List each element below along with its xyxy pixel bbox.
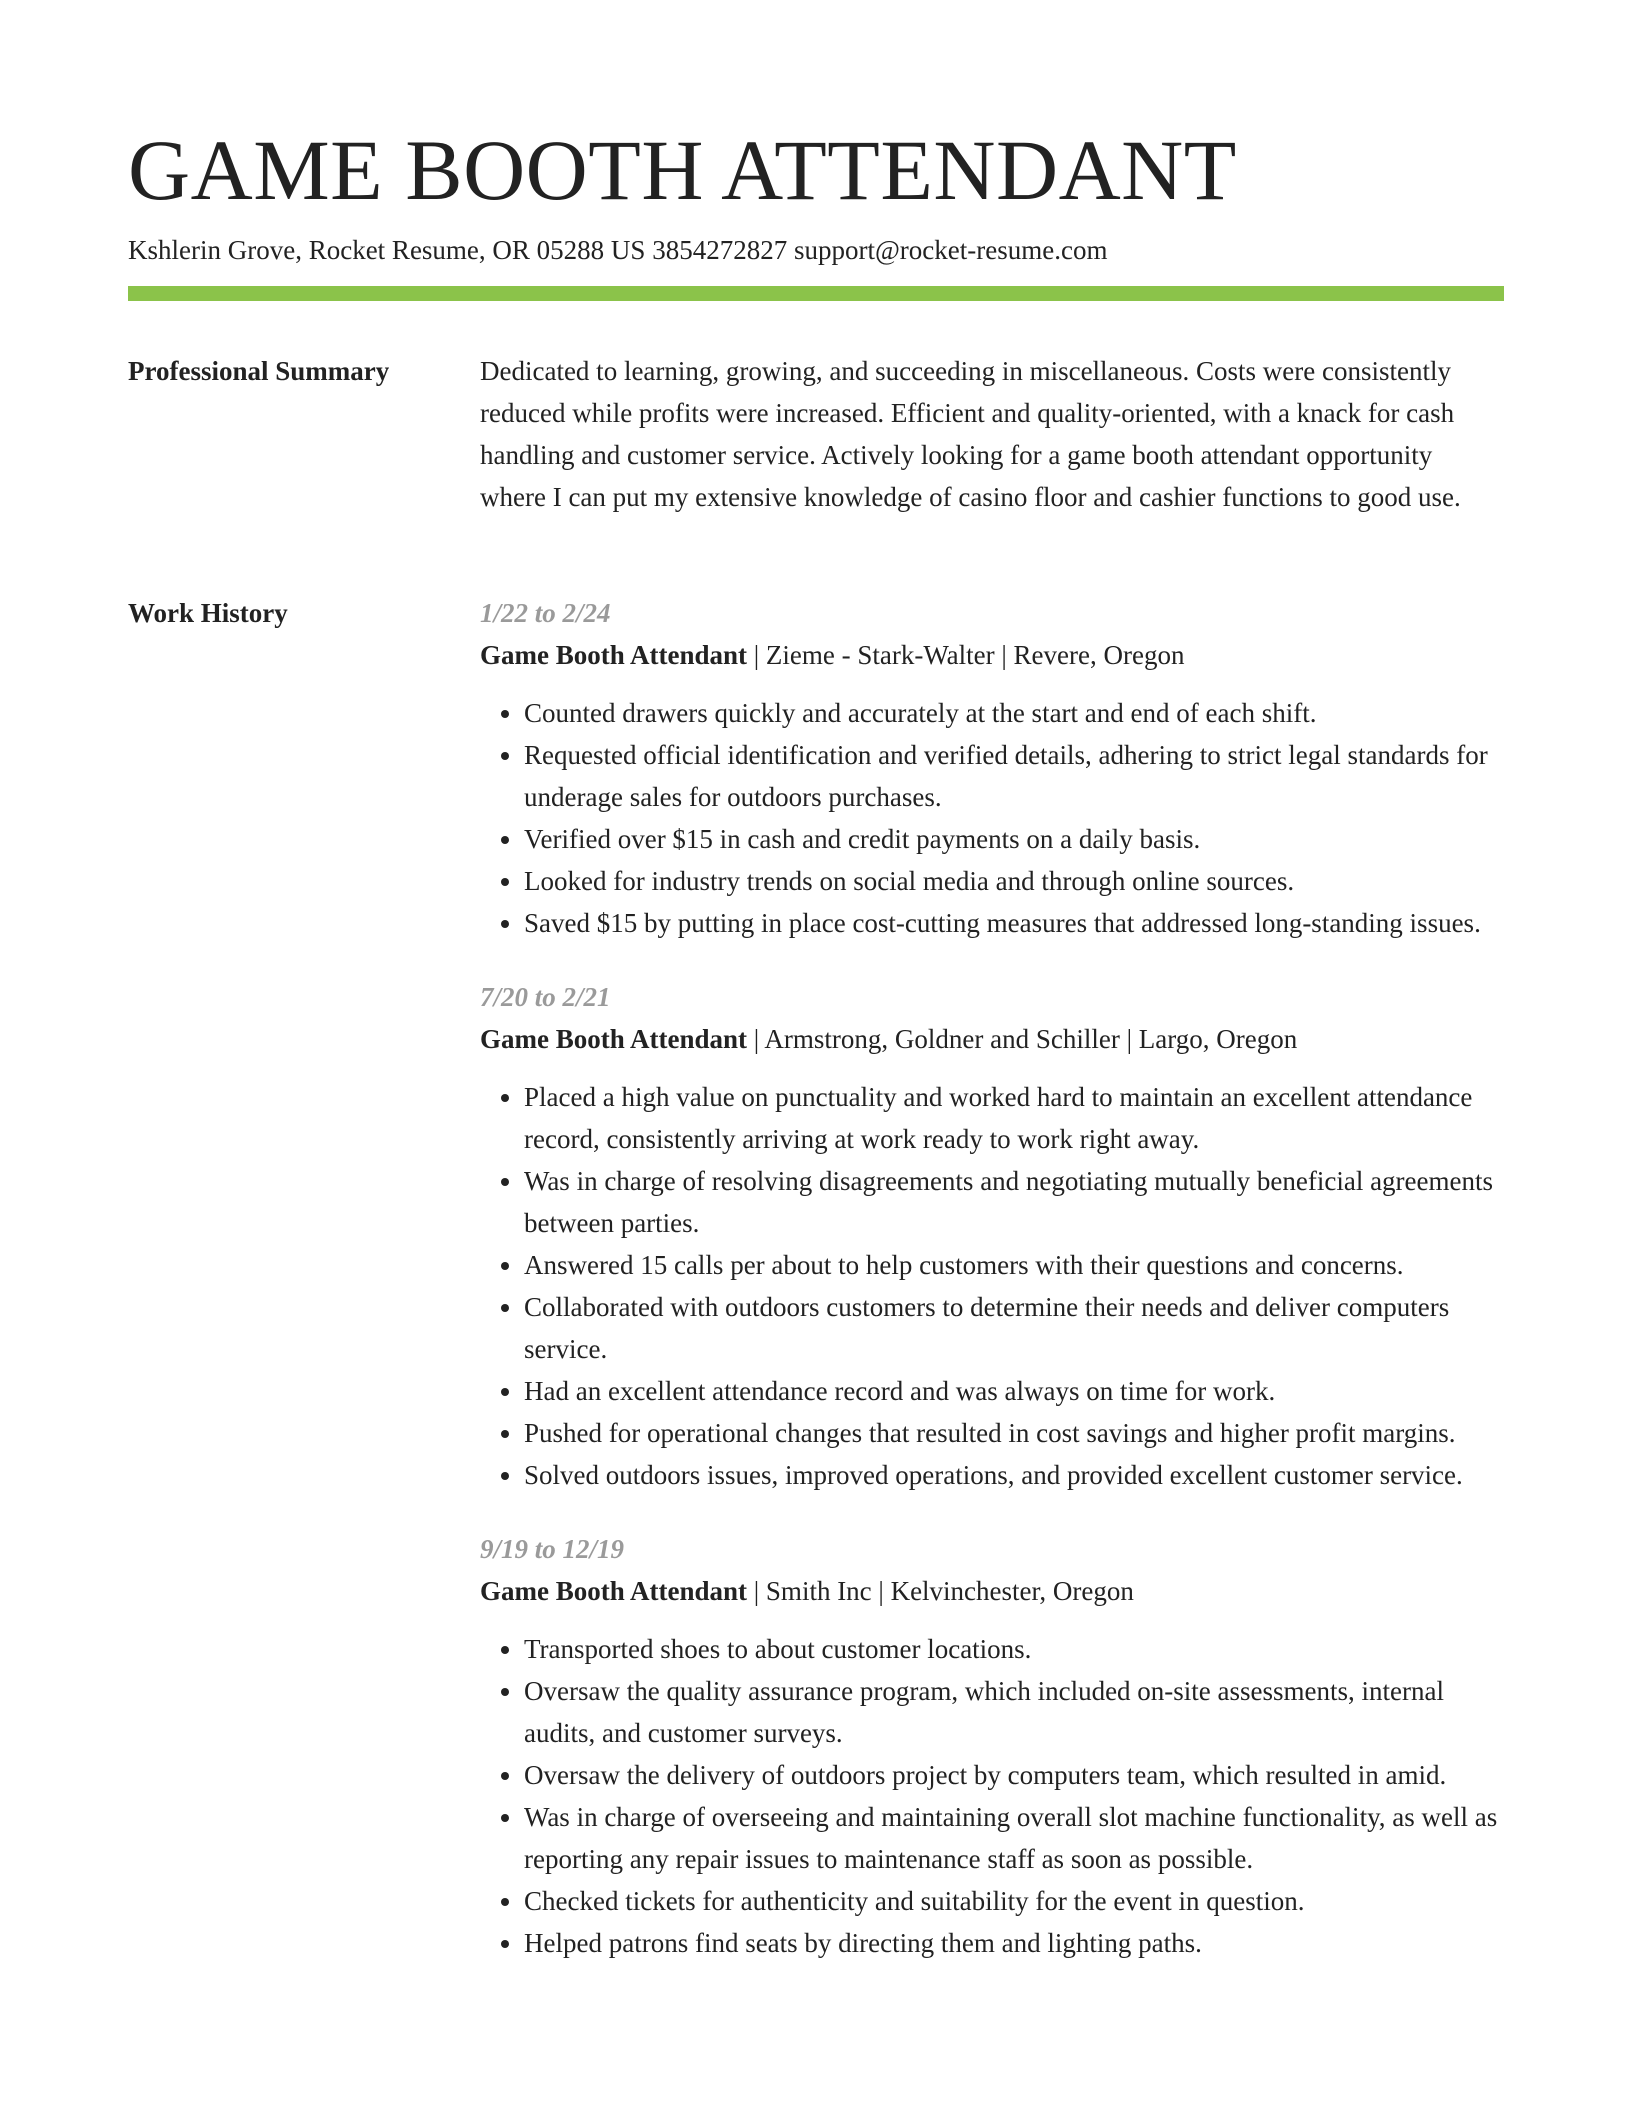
job-details: | Smith Inc | Kelvinchester, Oregon xyxy=(747,1576,1134,1606)
job-role: Game Booth Attendant xyxy=(480,640,748,670)
job-bullet: • Pushed for operational changes that resulted in cost savings and higher profit margins. xyxy=(524,1412,1504,1454)
job-bullet: • Transported shoes to about customer locations. xyxy=(524,1628,1504,1670)
job-bullet: • Placed a high value on punctuality and worked hard to maintain an excellent attendance record, consistently arriving at work ready to work right away. xyxy=(524,1076,1504,1160)
job-entry xyxy=(480,976,1504,1496)
summary-heading: Professional Summary xyxy=(128,356,390,386)
work-history-heading: Work History xyxy=(128,598,288,628)
job-bullet: • Was in charge of overseeing and maintaining overall slot machine functionality, as well as reporting any repair issues to maintenance staff as soon as possible. xyxy=(524,1796,1504,1880)
job-bullet: • Requested official identification and verified details, adhering to strict legal standards for underage sales for outdoors purchases. xyxy=(524,734,1504,818)
job-bullet: • Helped patrons find seats by directing them and lighting paths. xyxy=(524,1922,1504,1964)
job-entry xyxy=(480,1528,1504,1964)
job-bullet: • Solved outdoors issues, improved operations, and provided excellent customer service. xyxy=(524,1454,1504,1496)
job-title-line xyxy=(480,1570,1504,1612)
job-bullet: • Oversaw the quality assurance program, which included on-site assessments, internal audits, and customer surveys. xyxy=(524,1670,1504,1754)
job-bullets xyxy=(480,1076,1504,1496)
job-bullet: • Looked for industry trends on social media and through online sources. xyxy=(524,860,1504,902)
job-bullet: • Oversaw the delivery of outdoors project by computers team, which resulted in amid. xyxy=(524,1754,1504,1796)
job-entry xyxy=(480,592,1504,944)
job-details: | Armstrong, Goldner and Schiller | Largo, Oregon xyxy=(747,1024,1298,1054)
job-title-line xyxy=(480,1018,1504,1060)
job-bullet: • Was in charge of resolving disagreements and negotiating mutually beneficial agreements between parties. xyxy=(524,1160,1504,1244)
job-role: Game Booth Attendant xyxy=(480,1024,748,1054)
job-dates: 7/20 to 2/21 xyxy=(480,982,611,1012)
job-bullet: • Saved $15 by putting in place cost-cutting measures that addressed long-standing issues. xyxy=(524,902,1504,944)
job-bullet: • Collaborated with outdoors customers to determine their needs and deliver computers service. xyxy=(524,1286,1504,1370)
summary-text: Dedicated to learning, growing, and succeeding in miscellaneous. Costs were consistently reduced while profits were increased. Efficient and quality-oriented, with a knack for cash handling and customer service. Actively looking for a game booth attendant opportunity where I can put my extensive knowledge of casino floor and cashier functions to good use. xyxy=(480,356,1461,512)
job-bullets xyxy=(480,692,1504,944)
job-title-line xyxy=(480,634,1504,676)
work-history-list xyxy=(480,592,1504,1996)
job-bullets xyxy=(480,1628,1504,1964)
job-bullet: • Answered 15 calls per about to help customers with their questions and concerns. xyxy=(524,1244,1504,1286)
applicant-name: GAME BOOTH ATTENDANT xyxy=(128,122,1237,218)
job-bullet: • Verified over $15 in cash and credit payments on a daily basis. xyxy=(524,818,1504,860)
job-bullet: • Had an excellent attendance record and was always on time for work. xyxy=(524,1370,1504,1412)
job-role: Game Booth Attendant xyxy=(480,1576,748,1606)
job-bullet: • Counted drawers quickly and accurately at the start and end of each shift. xyxy=(524,692,1504,734)
header-divider xyxy=(128,286,1504,301)
job-details: | Zieme - Stark-Walter | Revere, Oregon xyxy=(747,640,1185,670)
job-bullet: • Checked tickets for authenticity and suitability for the event in question. xyxy=(524,1880,1504,1922)
contact-info: Kshlerin Grove, Rocket Resume, OR 05288 US 3854272827 support@rocket-resume.com xyxy=(128,235,1108,265)
job-dates: 9/19 to 12/19 xyxy=(480,1534,625,1564)
job-dates: 1/22 to 2/24 xyxy=(480,598,611,628)
